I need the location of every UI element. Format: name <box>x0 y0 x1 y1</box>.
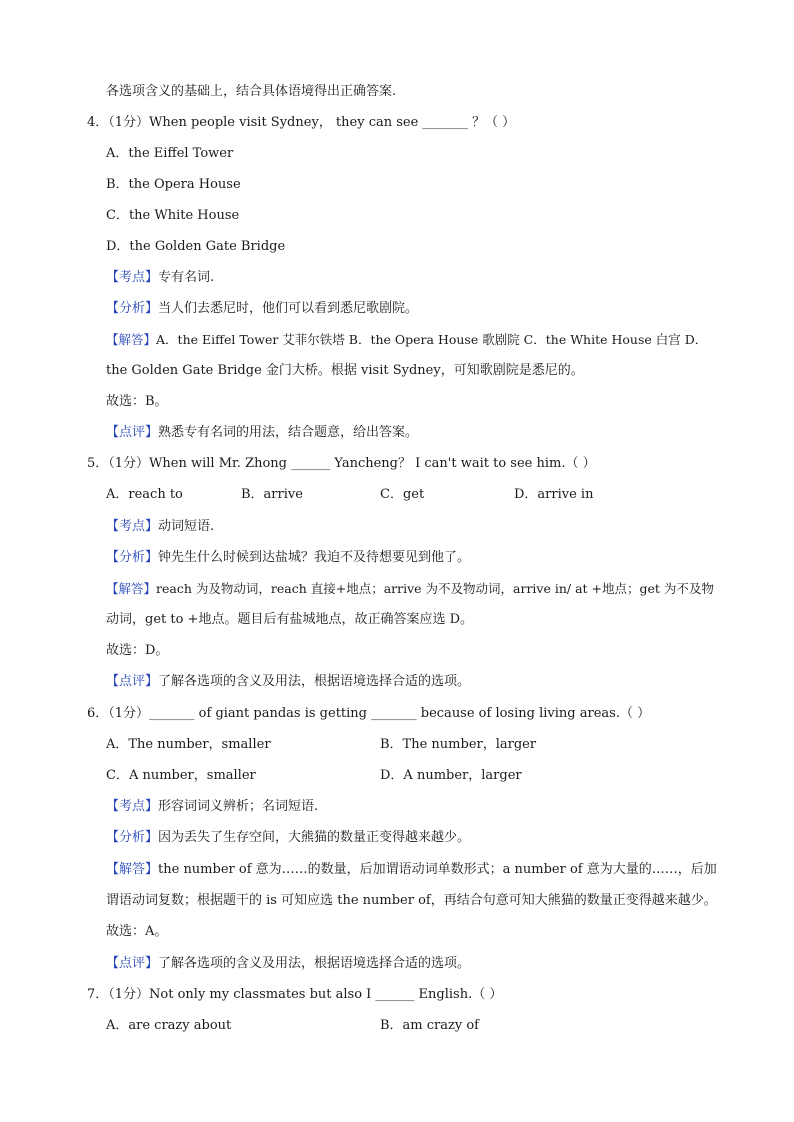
question-7-stem: 7．（1分）Not only my classmates but also I ______ English.（ ） <box>87 987 503 1002</box>
section-text: 专有名词. <box>158 270 215 285</box>
section-text: 了解各选项的含义及用法，根据语境选择合适的选项。 <box>158 956 471 971</box>
knowledge-point <box>106 518 214 536</box>
section-tag: 【点评】 <box>106 425 159 440</box>
solution <box>106 861 717 879</box>
solution-continued: the Golden Gate Bridge 金门大桥。根据 visit Sydney，可知歌剧院是悉尼的。 <box>106 363 584 378</box>
solution-continued: 动词，get to +地点。题目后有盐城地点，故正确答案应选 D。 <box>106 612 474 627</box>
question-7-option-a: A．are crazy about <box>106 1018 232 1033</box>
text-line: 各选项含义的基础上，结合具体语境得出正确答案. <box>106 84 397 99</box>
section-tag: 【考点】 <box>106 799 159 814</box>
answer: 故选：A。 <box>106 924 168 939</box>
question-7-option-b: B．am crazy of <box>380 1018 479 1033</box>
question-6-option-d: D．A number，larger <box>380 768 522 783</box>
answer: 故选：D。 <box>106 643 169 658</box>
section-text: 因为丢失了生存空间，大熊猫的数量正变得越来越少。 <box>158 830 471 845</box>
section-text: 钟先生什么时候到达盐城？我迫不及待想要见到他了。 <box>158 550 471 565</box>
question-5-stem: 5．（1分）When will Mr. Zhong ______ Yancheng？ I can't wait to see him.（ ） <box>87 456 596 471</box>
question-6-stem: 6．（1分）_______ of giant pandas is getting _______ because of losing living areas.（ ） <box>87 706 651 721</box>
section-text: 了解各选项的含义及用法，根据语境选择合适的选项。 <box>158 674 471 689</box>
question-7-options-row-1 <box>106 1017 666 1035</box>
question-4-option-d: D．the Golden Gate Bridge <box>106 239 286 254</box>
answer: 故选：B。 <box>106 394 168 409</box>
question-6-options-row-2 <box>106 767 666 785</box>
section-tag: 【分析】 <box>106 550 159 565</box>
question-6-option-c: C．A number，smaller <box>106 768 256 783</box>
question-6-option-b: B．The number，larger <box>380 737 537 752</box>
section-tag: 【分析】 <box>106 301 159 316</box>
question-5-option-b: B．arrive <box>241 487 303 502</box>
comment <box>106 424 418 442</box>
question-5-options <box>106 486 706 504</box>
section-text: reach 为及物动词，reach 直接+地点；arrive 为不及物动词，arrive in/ at +地点；get 为不及物 <box>156 581 714 596</box>
section-tag: 【考点】 <box>106 270 159 285</box>
question-4-option-b: B．the Opera House <box>106 177 241 192</box>
comment <box>106 955 470 973</box>
question-5-option-d: D．arrive in <box>514 487 594 502</box>
knowledge-point <box>106 269 214 287</box>
section-tag: 【考点】 <box>106 519 159 534</box>
section-text: the number of 意为……的数量，后加谓语动词单数形式；a number of 意为大量的……，后加 <box>158 862 717 877</box>
solution-continued: 谓语动词复数；根据题干的 is 可知应选 the number of，再结合句意可知大熊猫的数量正变得越来越少。 <box>106 893 717 908</box>
section-text: A．the Eiffel Tower 艾菲尔铁塔 B．the Opera House 歌剧院 C．the White House 白宫 D． <box>156 332 708 347</box>
question-6-option-a: A．The number，smaller <box>106 737 271 752</box>
question-5-option-c: C．get <box>380 487 425 502</box>
section-tag: 【解答】 <box>106 581 157 596</box>
section-tag: 【点评】 <box>106 674 159 689</box>
analysis <box>106 829 470 847</box>
section-text: 动词短语. <box>158 519 215 534</box>
section-tag: 【分析】 <box>106 830 159 845</box>
section-text: 形容词词义辨析；名词短语. <box>158 799 319 814</box>
section-tag: 【解答】 <box>106 332 157 347</box>
question-4-stem: 4．（1分）When people visit Sydney， they can see _______ ？（ ） <box>87 115 516 130</box>
analysis <box>106 549 470 567</box>
solution <box>106 331 707 349</box>
section-text: 熟悉专有名词的用法，结合题意，给出答案。 <box>158 425 419 440</box>
comment <box>106 673 470 691</box>
section-tag: 【解答】 <box>106 862 159 877</box>
section-tag: 【点评】 <box>106 956 159 971</box>
solution <box>106 580 714 598</box>
question-5-option-a: A．reach to <box>106 487 183 502</box>
knowledge-point <box>106 798 318 816</box>
question-4-option-a: A．the Eiffel Tower <box>106 146 234 161</box>
section-text: 当人们去悉尼时，他们可以看到悉尼歌剧院。 <box>158 301 419 316</box>
analysis <box>106 300 418 318</box>
question-6-options-row-1 <box>106 736 666 754</box>
question-4-option-c: C．the White House <box>106 208 240 223</box>
